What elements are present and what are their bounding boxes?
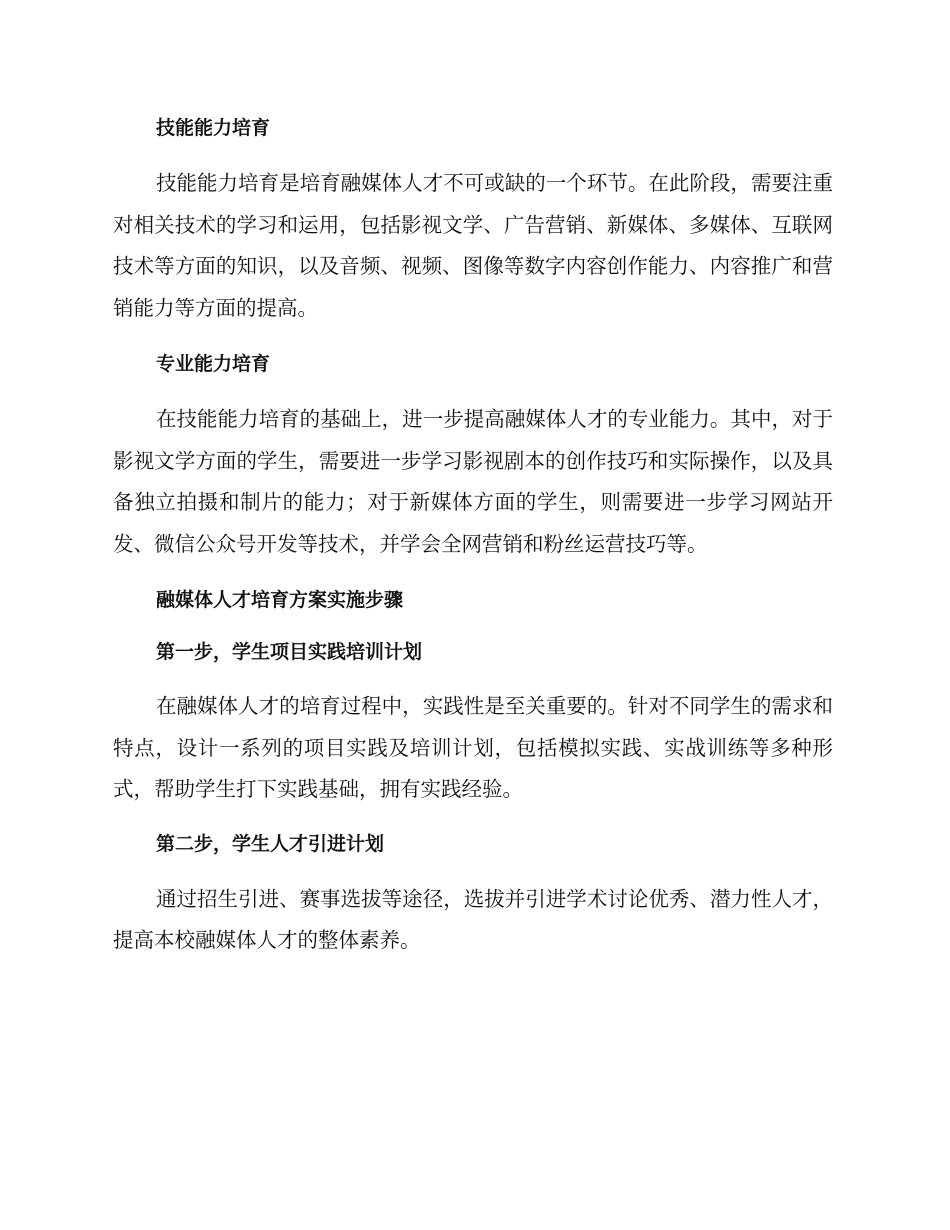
section-heading-skill-ability: 技能能力培育 [156, 117, 271, 139]
section-paragraph-skill-ability: 技能能力培育是培育融媒体人才不可或缺的一个环节。在此阶段，需要注重对相关技术的学习和运用，包括影视文学、广告营销、新媒体、多媒体、互联网技术等方面的知识，以及音频、视频、图像等数字内容创作能力、内容推广和营销能力等方面的提高。 [113, 171, 833, 320]
section-heading-step-two: 第二步，学生人才引进计划 [156, 832, 385, 855]
section-heading-implementation-steps: 融媒体人才培育方案实施步骤 [156, 589, 404, 611]
section-heading-professional-ability: 专业能力培育 [156, 353, 271, 375]
section-paragraph-step-two: 通过招生引进、赛事选拔等途径，选拔并引进学术讨论优秀、潜力性人才，提高本校融媒体人才的整体素养。 [113, 886, 833, 952]
section-paragraph-step-one: 在融媒体人才的培育过程中，实践性是至关重要的。针对不同学生的需求和特点，设计一系列的项目实践及培训计划，包括模拟实践、实战训练等多种形式，帮助学生打下实践基础，拥有实践经验。 [113, 694, 833, 801]
section-paragraph-professional-ability: 在技能能力培育的基础上，进一步提高融媒体人才的专业能力。其中，对于影视文学方面的学生，需要进一步学习影视剧本的创作技巧和实际操作，以及具备独立拍摄和制片的能力；对于新媒体方面的学生，则需要进一步学习网站开发、微信公众号开发等技术，并学会全网营销和粉丝运营技巧等。 [113, 407, 833, 556]
section-heading-step-one: 第一步，学生项目实践培训计划 [156, 641, 423, 663]
document-body [113, 108, 833, 962]
